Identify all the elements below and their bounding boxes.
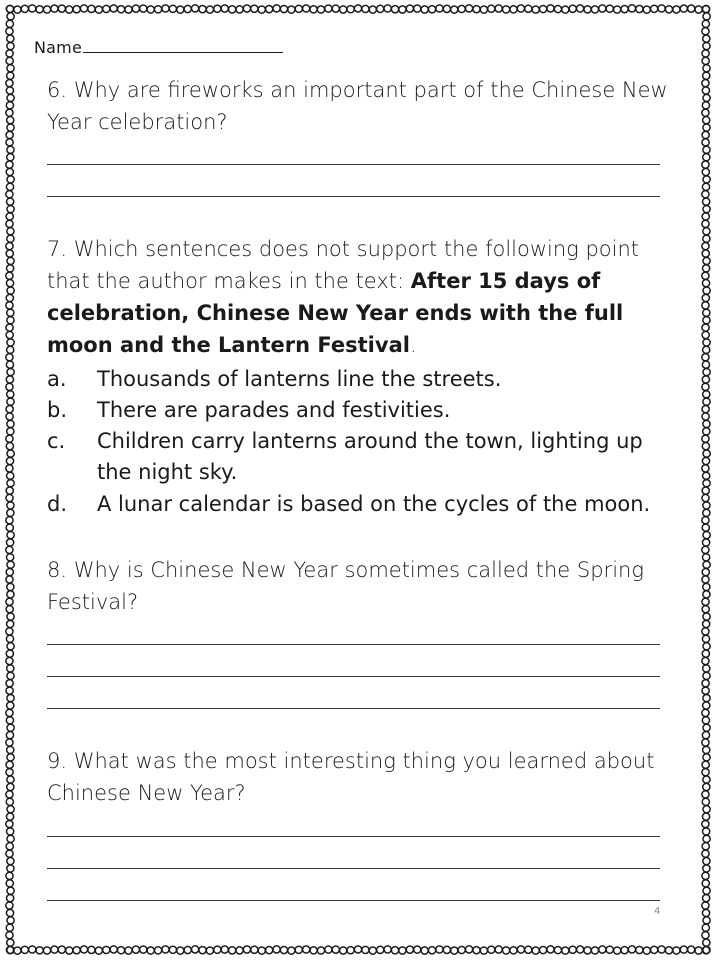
option-d-text: A lunar calendar is based on the cycles of the moon. xyxy=(97,492,651,516)
option-b-letter: b. xyxy=(47,398,68,422)
question-8: 8. Why is Chinese New Year sometimes called the Spring Festival? xyxy=(47,558,644,614)
name-field[interactable] xyxy=(34,38,283,57)
question-9: 9. What was the most interesting thing you learned about Chinese New Year? xyxy=(47,749,655,805)
answer-line-q9-2[interactable] xyxy=(47,868,660,869)
question-6: 6. Why are fireworks an important part of the Chinese New Year celebration? xyxy=(47,78,668,134)
option-b-text: There are parades and festivities. xyxy=(97,398,451,422)
question-7-point: After 15 days of celebration, Chinese New Year ends with the full moon and the Lantern Festival xyxy=(47,269,624,357)
question-7-end: . xyxy=(409,333,417,357)
answer-line-q9-1[interactable] xyxy=(47,836,660,837)
option-c-letter: c. xyxy=(47,429,66,453)
answer-line-q8-1[interactable] xyxy=(47,644,660,645)
name-blank-line[interactable] xyxy=(83,52,283,53)
question-7-intro: 7. Which sentences does not support the following point that the author makes in the text: xyxy=(47,237,639,293)
answer-line-q8-3[interactable] xyxy=(47,708,660,709)
option-a-letter: a. xyxy=(47,367,67,391)
answer-line-q8-2[interactable] xyxy=(47,676,660,677)
question-7 xyxy=(47,233,672,361)
option-c-text: Children carry lanterns around the town, lighting up the night sky. xyxy=(97,429,643,484)
answer-line-q6-1[interactable] xyxy=(47,164,660,165)
answer-line-q6-2[interactable] xyxy=(47,196,660,197)
page-number: 4 xyxy=(654,906,661,917)
option-d-letter: d. xyxy=(47,492,68,516)
name-label: Name xyxy=(34,38,83,57)
option-a-text: Thousands of lanterns line the streets. xyxy=(97,367,502,391)
answer-line-q9-3[interactable] xyxy=(47,900,660,901)
